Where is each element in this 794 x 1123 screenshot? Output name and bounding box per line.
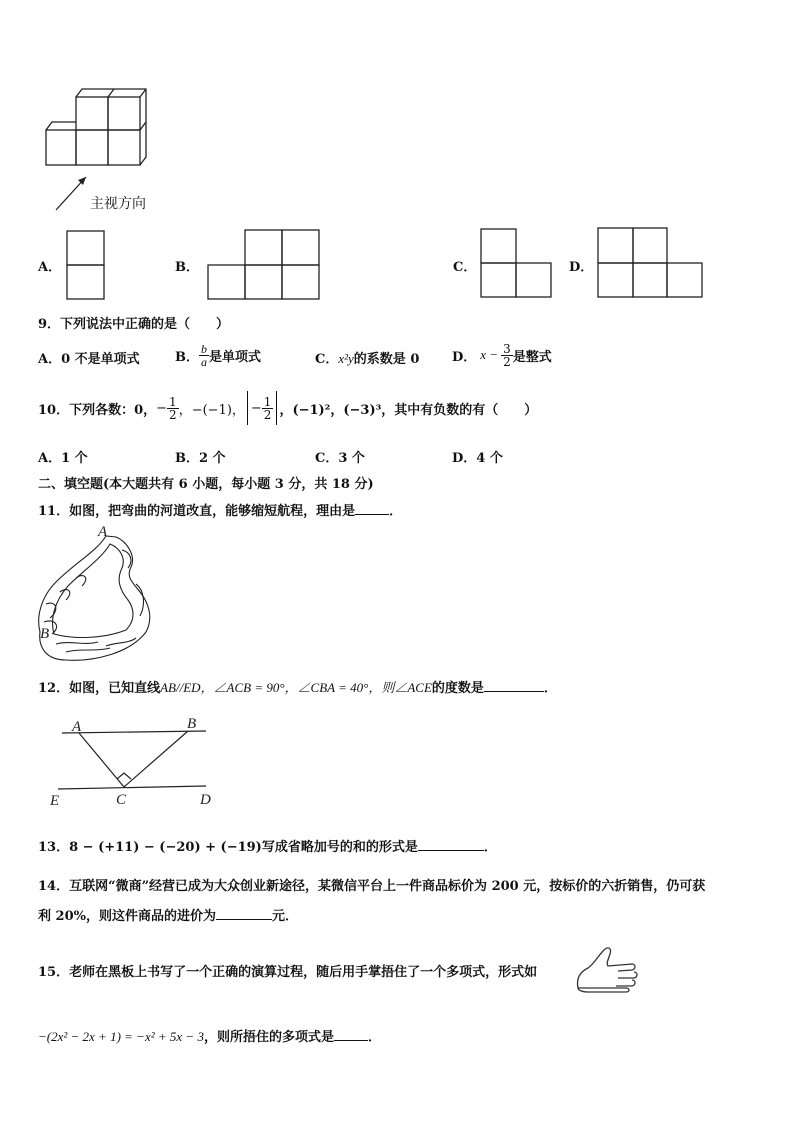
q9-option-b-fraction xyxy=(199,343,209,368)
q10-option-d: D．4 个 xyxy=(452,451,503,466)
q13-expr: 13．8 − (+11) − (−20) + (−19) xyxy=(38,840,262,855)
fraction-numerator: b xyxy=(201,341,207,356)
fraction-denominator: 2 xyxy=(263,407,272,422)
q8-option-c-figure xyxy=(480,228,553,300)
q9-option-b-letter: B． xyxy=(175,349,199,365)
q15-answer-blank xyxy=(334,1028,368,1041)
q10-neg-paren: ，−(−1)， xyxy=(178,402,245,418)
q15-line-1: 15．老师在黑板上书写了一个正确的演算过程，随后用手掌捂住了一个多项式，形式如 xyxy=(38,965,538,980)
q10-stem-prefix: 10．下列各数：0， xyxy=(38,402,157,418)
q10-stem xyxy=(38,390,537,426)
q9-option-d-letter: D． xyxy=(452,349,477,365)
minus-sign: − xyxy=(250,400,262,416)
fraction-numerator: 1 xyxy=(169,394,177,409)
hand-icon xyxy=(574,942,638,994)
q10-absolute-value xyxy=(247,391,278,425)
q12-label-a: A xyxy=(72,719,82,735)
q12-parallel-lines-figure xyxy=(46,712,216,812)
q9-option-d-fraction xyxy=(501,343,513,368)
fraction-denominator: a xyxy=(201,354,207,369)
q11-river-figure xyxy=(36,522,156,667)
q10-option-b: B．2 个 xyxy=(175,451,226,466)
q10-powers-text: ，(−1)²，(−3)³，其中有负数的有（ ） xyxy=(279,402,538,418)
q12-prefix: 12．如图，已知直线 xyxy=(38,681,161,696)
q9-option-c-expr: x²y xyxy=(338,351,354,366)
q13-suffix: 写成省略加号的和的形式是 xyxy=(261,840,418,855)
q8-option-d-figure xyxy=(597,227,705,299)
q14-suffix: 元． xyxy=(271,909,298,924)
q12-stem xyxy=(38,677,557,696)
q9-option-c-text: 的系数是 0 xyxy=(353,352,420,367)
q9-option-c-letter: C． xyxy=(315,352,339,367)
q10-fraction-half xyxy=(167,396,179,421)
q11-answer-blank xyxy=(355,502,389,515)
q11-label-a: A xyxy=(98,524,108,540)
minus-sign: − xyxy=(156,400,168,416)
q9-option-d-text: 是整式 xyxy=(512,349,552,365)
fraction-numerator: 3 xyxy=(503,341,511,356)
q14-answer-blank xyxy=(216,907,272,920)
q14-line-1: 14．互联网“微商”经营已成为大众创业新途径，某微信平台上一件商品标价为 200 元，按标价的六折销售，仍可获 xyxy=(38,879,706,894)
q9-option-c xyxy=(315,348,419,367)
q9-option-b-text: 是单项式 xyxy=(209,349,262,365)
view-direction-label: 主视方向 xyxy=(90,196,146,212)
section-2-heading: 二、填空题(本大题共有 6 小题，每小题 3 分，共 18 分) xyxy=(38,477,374,492)
q12-end: ． xyxy=(543,681,557,696)
q13-stem xyxy=(38,836,497,855)
q9-option-b xyxy=(175,338,261,372)
q12-label-e: E xyxy=(50,793,60,809)
q9-option-d xyxy=(452,338,552,372)
q8-option-a-letter: A． xyxy=(38,260,62,275)
q12-answer-blank xyxy=(484,679,544,692)
q15-line-2 xyxy=(38,1026,381,1045)
q13-answer-blank xyxy=(418,838,484,851)
q15-end: ． xyxy=(367,1030,381,1045)
q15-equation: −(2x² − 2x + 1) = −x² + 5x − 3 xyxy=(38,1029,204,1044)
q8-option-b-figure xyxy=(207,229,321,301)
q8-option-b-letter: B． xyxy=(175,260,199,275)
q11-label-b: B xyxy=(40,626,50,642)
q8-option-d-letter: D． xyxy=(569,260,594,275)
q14-line-2 xyxy=(38,905,298,924)
q12-expr: AB//ED，∠ACB = 90°，∠CBA = 40°，则∠ACE xyxy=(160,680,432,695)
fraction-denominator: 2 xyxy=(169,407,177,422)
fraction-denominator: 2 xyxy=(503,354,511,369)
q9-option-a: A．0 不是单项式 xyxy=(38,352,140,367)
q14-prefix: 利 20%，则这件商品的进价为 xyxy=(38,909,216,924)
q10-option-c: C．3 个 xyxy=(315,451,365,466)
fraction-numerator: 1 xyxy=(263,394,272,409)
q12-label-c: C xyxy=(116,792,127,808)
q8-option-c-letter: C． xyxy=(453,260,477,275)
q12-label-b: B xyxy=(187,716,197,732)
q15-suffix: ，则所捂住的多项式是 xyxy=(203,1030,334,1045)
q10-abs-fraction xyxy=(262,396,274,421)
q9-option-d-expr: x − xyxy=(480,347,499,362)
q11-end: ． xyxy=(389,504,403,519)
q10-option-a: A．1 个 xyxy=(38,451,88,466)
q8-option-a-figure xyxy=(66,230,106,302)
q12-label-d: D xyxy=(200,792,211,808)
q12-suffix: 的度数是 xyxy=(431,681,484,696)
q11-stem xyxy=(38,500,402,519)
q9-stem: 9．下列说法中正确的是（ ） xyxy=(38,317,230,332)
q11-text: 11．如图，把弯曲的河道改直，能够缩短航程，理由是 xyxy=(38,504,356,519)
q13-end: ． xyxy=(483,840,497,855)
